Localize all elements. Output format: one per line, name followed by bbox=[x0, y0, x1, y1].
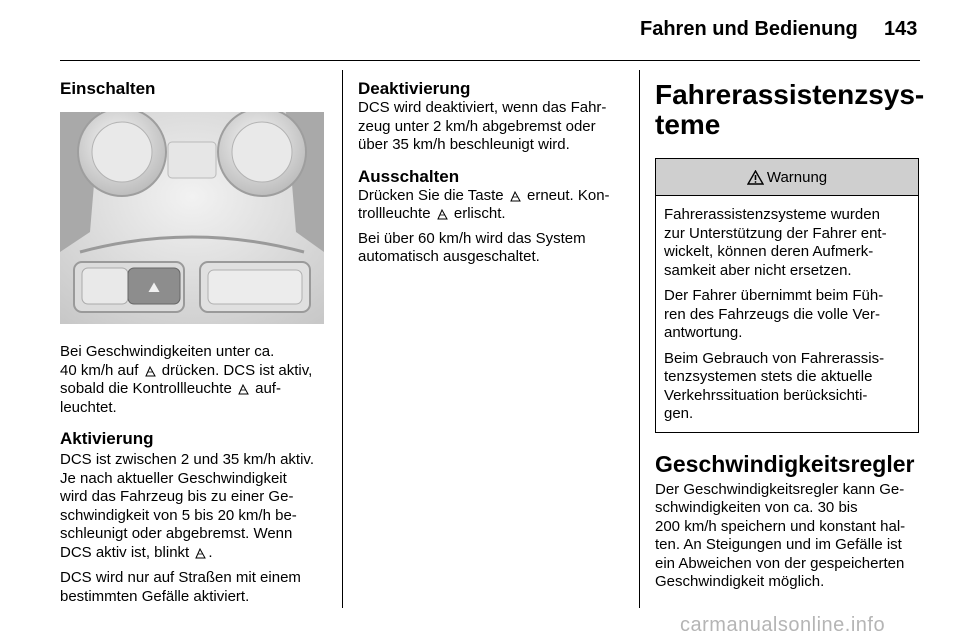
einschalten-paragraph: Bei Geschwindigkeiten unter ca. 40 km/h auf drücken. DCS ist aktiv, sobald die Kontrollleuchte auf- leuchtet. bbox=[60, 343, 313, 416]
heading-einschalten: Einschalten bbox=[60, 79, 156, 98]
column-1 bbox=[60, 62, 328, 606]
page-number: 143 bbox=[884, 18, 918, 40]
warning-paragraph: Fahrerassistenzsysteme wurden zur Unterstützung der Fahrer ent- wickelt, können deren Aufmerk- samkeit aber nicht ersetzen. bbox=[664, 206, 887, 279]
hill-descent-icon bbox=[510, 188, 521, 202]
hill-descent-icon bbox=[145, 363, 156, 377]
warning-label: Warnung bbox=[766, 168, 828, 186]
header-rule bbox=[60, 60, 920, 61]
hill-descent-icon bbox=[195, 545, 206, 559]
warning-paragraph: Der Fahrer übernimmt beim Füh- ren des Fahrzeugs die volle Ver- antwortung. bbox=[664, 287, 884, 341]
warning-body bbox=[656, 196, 918, 432]
ausschalten-paragraph: Drücken Sie die Taste erneut. Kon- trollleuchte erlischt. bbox=[358, 186, 610, 222]
heading-geschwindigkeitsregler: Geschwindigkeitsregler bbox=[655, 450, 915, 477]
warning-box bbox=[655, 158, 919, 433]
aktivierung-paragraph: DCS ist zwischen 2 und 35 km/h aktiv. Je nach aktueller Geschwindigkeit wird das Fahrzeug bis zu einer Ge- schwindigkeit von 5 bis 20 km/h be- schleunigt oder abgebremst. Wenn DCS aktiv ist, blinkt . bbox=[60, 451, 314, 561]
heading-deaktivierung: Deaktivierung bbox=[358, 79, 471, 98]
column-2 bbox=[358, 62, 626, 267]
geschwindigkeitsregler-paragraph: Der Geschwindigkeitsregler kann Ge- schwindigkeiten von ca. 30 bis 200 km/h speichern und konstant hal- ten. An Steigungen und im Gefälle ist ein Abweichen von der gespeicherten Geschwindigkeit möglich. bbox=[655, 480, 906, 590]
warning-paragraph: Beim Gebrauch von Fahrerassis- tenzsystemen stets die aktuelle Verkehrssituation berücksichti- gen. bbox=[664, 349, 885, 422]
watermark: carmanualsonline.info bbox=[680, 614, 886, 636]
column-divider-1 bbox=[342, 70, 343, 608]
gefaelle-paragraph: DCS wird nur auf Straßen mit einem bestimmten Gefälle aktiviert. bbox=[60, 569, 301, 605]
svg-text:⛰: ⛰ bbox=[148, 280, 160, 296]
auto-off-paragraph: Bei über 60 km/h wird das System automatisch ausgeschaltet. bbox=[358, 229, 586, 265]
heading-fahrerassistenzsysteme: Fahrerassistenzsys- teme bbox=[655, 79, 925, 140]
deaktivierung-paragraph: DCS wird deaktiviert, wenn das Fahr- zeug unter 2 km/h abgebremst oder über 35 km/h beschleunigt wird. bbox=[358, 99, 607, 153]
column-divider-2 bbox=[639, 70, 640, 608]
page-title: Fahren und Bedienung bbox=[640, 18, 858, 40]
column-3 bbox=[655, 62, 925, 592]
heading-aktivierung: Aktivierung bbox=[60, 429, 154, 448]
page-header bbox=[0, 0, 960, 62]
warning-triangle-icon bbox=[747, 170, 764, 185]
hill-descent-icon bbox=[238, 381, 249, 395]
warning-header bbox=[656, 159, 918, 196]
dcs-button-photo bbox=[60, 112, 324, 324]
heading-ausschalten: Ausschalten bbox=[358, 166, 460, 186]
hill-descent-icon bbox=[437, 206, 448, 220]
